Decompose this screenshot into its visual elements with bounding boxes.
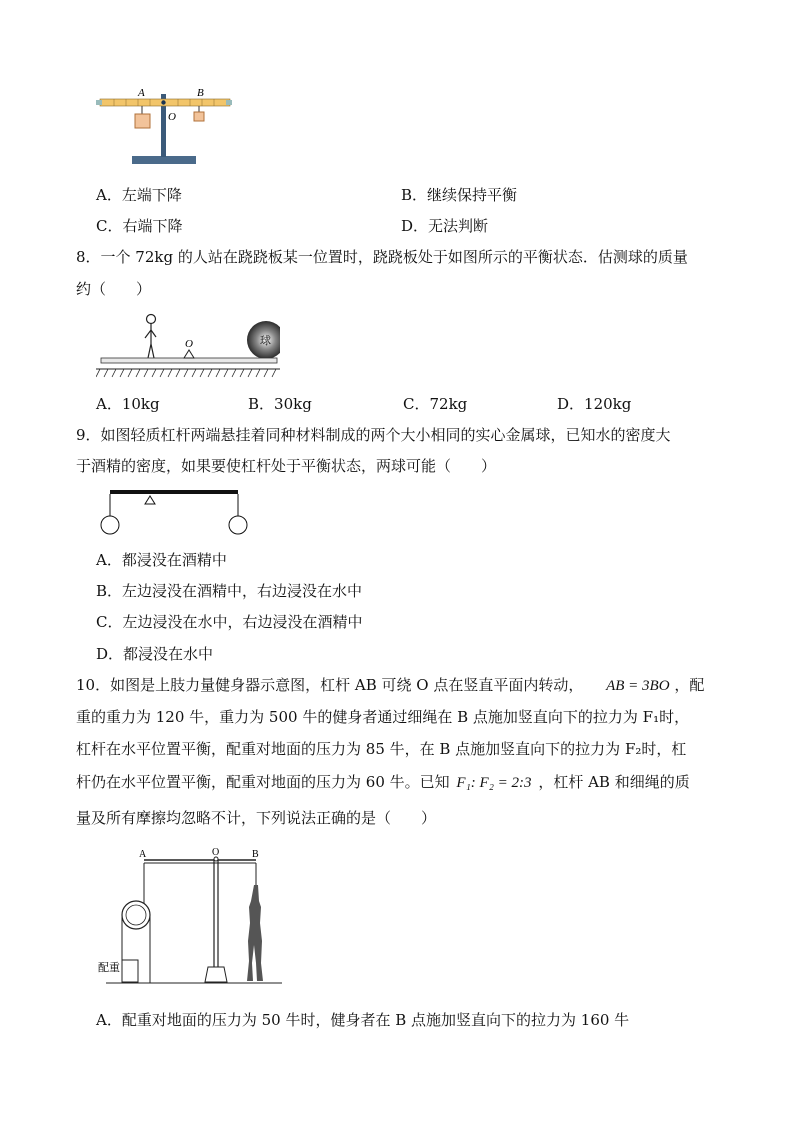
- q10-stem-line5: 量及所有摩擦均忽略不计，下列说法正确的是（ ）: [76, 809, 437, 827]
- q8-option-a: A．10kg: [96, 395, 160, 413]
- q7-option-b: B．继续保持平衡: [401, 186, 518, 204]
- q10-fitness-figure: [96, 845, 282, 987]
- q7-option-a: A．左端下降: [96, 186, 182, 204]
- q8-label-o: O: [185, 338, 193, 350]
- q8-option-d: D．120kg: [557, 395, 632, 413]
- q8-stem-line1: 8．一个 72kg 的人站在跷跷板某一位置时，跷跷板处于如图所示的平衡状态．估测球的质量: [76, 248, 688, 266]
- q8-option-b: B．30kg: [248, 395, 312, 413]
- q10-line1-text: 10．如图是上肢力量健身器示意图，杠杆 AB 可绕 O 点在竖直平面内转动，: [76, 676, 584, 694]
- q10-line1-tail: ，配: [674, 676, 705, 694]
- q9-option-d: D．都浸没在水中: [96, 645, 214, 663]
- q10-line1-formula: AB = 3BO: [606, 678, 670, 694]
- q7-label-b: B: [197, 87, 204, 99]
- q10-line4-text: 杆仍在水平位置平衡，配重对地面的压力为 60 牛。已知: [76, 773, 450, 791]
- q10-option-a: A．配重对地面的压力为 50 牛时，健身者在 B 点施加竖直向下的拉力为 160 牛: [96, 1011, 630, 1029]
- q10-label-a: A: [139, 849, 147, 860]
- q7-option-c: C．右端下降: [96, 217, 183, 235]
- q8-seesaw-figure: [96, 310, 280, 380]
- q10-line4-formula: F₁: F₂ = 2:3: [456, 775, 532, 791]
- q10-line4-tail: ，杠杆 AB 和细绳的质: [538, 773, 690, 791]
- q10-stem-line1: [76, 675, 704, 696]
- q10-stem-line4: [76, 772, 690, 793]
- q10-label-weight: 配重: [98, 961, 120, 974]
- q9-lever-figure: [98, 488, 250, 538]
- q10-label-o: O: [212, 847, 220, 858]
- q9-option-b: B．左边浸没在酒精中，右边浸没在水中: [96, 582, 363, 600]
- q10-label-b: B: [252, 849, 259, 860]
- q8-stem-line2: 约（ ）: [76, 280, 152, 298]
- q9-stem-line2: 于酒精的密度，如果要使杠杆处于平衡状态，两球可能（ ）: [76, 457, 497, 475]
- q8-ball-label: 球: [260, 334, 271, 347]
- q7-option-d: D．无法判断: [401, 217, 489, 235]
- q7-label-a: A: [138, 87, 145, 99]
- q9-option-c: C．左边浸没在水中，右边浸没在酒精中: [96, 613, 363, 631]
- q8-option-c: C．72kg: [403, 395, 468, 413]
- q10-stem-line3: 杠杆在水平位置平衡，配重对地面的压力为 85 牛，在 B 点施加竖直向下的拉力为 F₂时，杠: [76, 740, 687, 758]
- q10-stem-line2: 重的重力为 120 牛，重力为 500 牛的健身者通过细绳在 B 点施加竖直向下的拉力为 F₁时，: [76, 708, 690, 726]
- q9-stem-line1: 9．如图轻质杠杆两端悬挂着同种材料制成的两个大小相同的实心金属球，已知水的密度大: [76, 426, 671, 444]
- q7-lever-figure: [96, 82, 238, 170]
- q7-label-o: O: [168, 111, 176, 123]
- q9-option-a: A．都浸没在酒精中: [96, 551, 227, 569]
